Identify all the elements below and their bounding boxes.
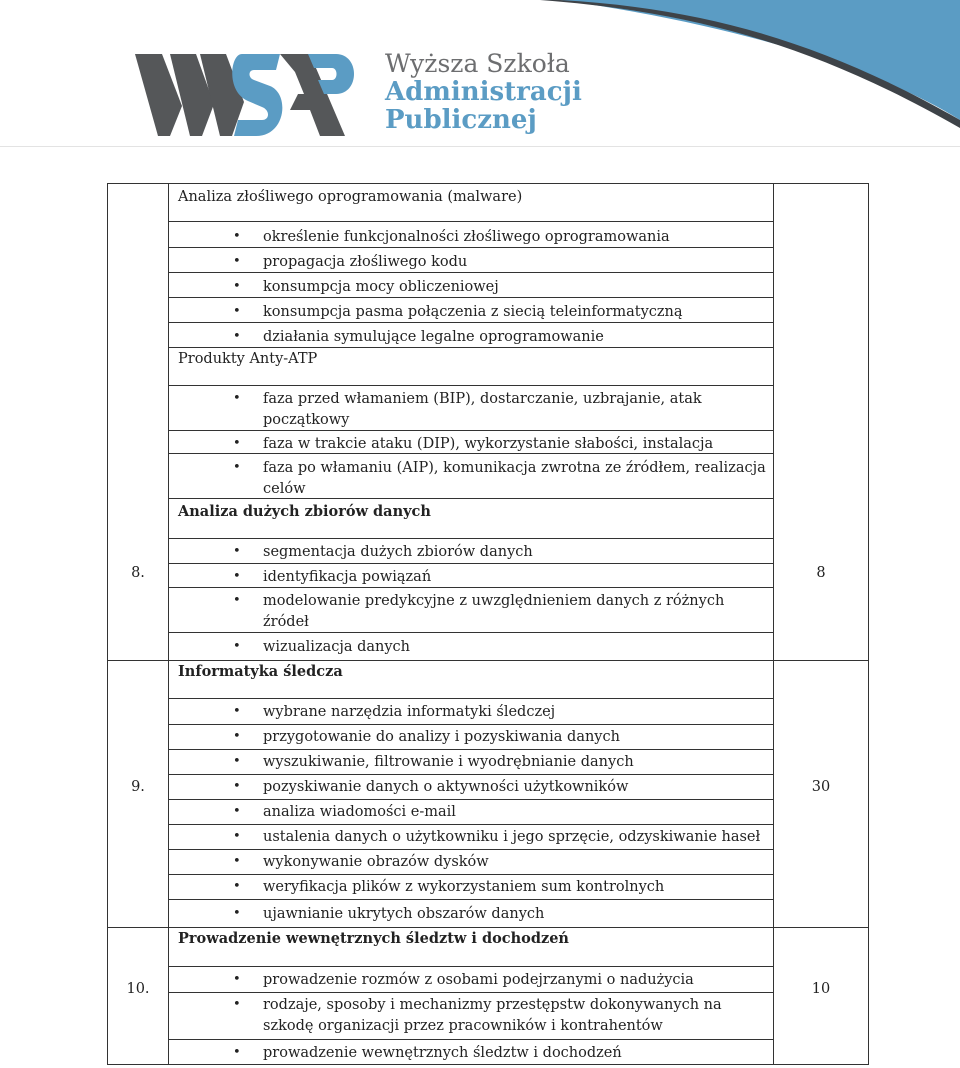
row-divider [168,899,773,900]
row-divider [168,749,773,750]
row-divider [168,966,773,967]
row-divider [168,824,773,825]
list-item: • konsumpcja pasma połączenia z siecią teleinformatyczną [263,302,683,322]
row-divider [168,538,773,539]
list-item-continuation: początkowy [263,412,350,428]
list-item: • wyszukiwanie, filtrowanie i wyodrębnianie danych [263,752,634,772]
list-item-continuation: szkodę organizacji przez pracowników i kontrahentów [263,1018,663,1034]
list-item: • propagacja złośliwego kodu [263,252,467,272]
list-item-continuation: celów [263,481,306,497]
row-divider [168,347,773,348]
column-divider [168,184,169,1064]
row-divider [168,272,773,273]
row-divider [168,849,773,850]
list-item: • prowadzenie wewnętrznych śledztw i dochodzeń [263,1043,622,1063]
row-divider [168,322,773,323]
list-item: • działania symulujące legalne oprogramowanie [263,327,604,347]
list-item: • ujawnianie ukrytych obszarów danych [263,904,544,924]
row-divider [168,563,773,564]
row-divider [168,774,773,775]
hours-value: 10 [811,981,831,997]
section-heading: Informatyka śledcza [178,663,343,680]
page-header [0,0,960,147]
row-divider [168,247,773,248]
row-divider [108,927,868,928]
row-divider [168,498,773,499]
list-item: • prowadzenie rozmów z osobami podejrzanymi o nadużycia [263,970,694,990]
list-item: • wizualizacja danych [263,637,410,657]
row-divider [108,660,868,661]
list-item: • modelowanie predykcyjne z uwzględnieniem danych z różnych [263,591,724,611]
row-divider [168,430,773,431]
list-item-continuation: źródeł [263,614,309,630]
logo-wordmark [385,50,582,134]
row-divider [168,724,773,725]
list-item: • ustalenia danych o użytkowniku i jego sprzęcie, odzyskiwanie haseł [263,827,760,847]
logo-line-1: Wyższa Szkoła [385,49,570,78]
column-divider [773,184,774,1064]
list-item: • weryfikacja plików z wykorzystaniem sum kontrolnych [263,877,664,897]
row-divider [168,297,773,298]
row-divider [168,632,773,633]
list-item: • analiza wiadomości e-mail [263,802,456,822]
row-divider [168,799,773,800]
list-item: • konsumpcja mocy obliczeniowej [263,277,499,297]
row-divider [168,874,773,875]
list-item: • faza w trakcie ataku (DIP), wykorzystanie słabości, instalacja [263,434,713,454]
list-item: • wykonywanie obrazów dysków [263,852,489,872]
list-item: • wybrane narzędzia informatyki śledczej [263,702,555,722]
list-item: • identyfikacja powiązań [263,567,431,587]
row-divider [168,992,773,993]
row-divider [168,587,773,588]
list-item: • pozyskiwanie danych o aktywności użytkowników [263,777,628,797]
row-number: 8. [131,565,145,581]
wsap-logo-icon [130,44,360,139]
section-heading: Prowadzenie wewnętrznych śledztw i dochodzeń [178,930,569,947]
row-divider [168,698,773,699]
list-item: • faza przed włamaniem (BIP), dostarczanie, uzbrajanie, atak [263,389,702,409]
list-item: • segmentacja dużych zbiorów danych [263,542,533,562]
row-divider [168,221,773,222]
section-heading: Analiza dużych zbiorów danych [178,503,431,520]
row-number: 10. [126,981,150,997]
row-divider [168,385,773,386]
logo-line-2: Administracji [385,77,582,107]
hours-value: 8 [816,565,826,581]
list-item: • przygotowanie do analizy i pozyskiwania danych [263,727,620,747]
section-heading: Analiza złośliwego oprogramowania (malware) [178,189,523,205]
row-divider [168,1039,773,1040]
list-item: • określenie funkcjonalności złośliwego oprogramowania [263,227,670,247]
row-number: 9. [131,779,145,795]
logo-line-3: Publicznej [385,105,537,135]
hours-value: 30 [811,779,831,795]
list-item: • rodzaje, sposoby i mechanizmy przestępstw dokonywanych na [263,995,722,1015]
curriculum-table [107,183,869,1065]
list-item: • faza po włamaniu (AIP), komunikacja zwrotna ze źródłem, realizacja [263,458,766,478]
section-heading: Produkty Anty-ATP [178,351,318,367]
